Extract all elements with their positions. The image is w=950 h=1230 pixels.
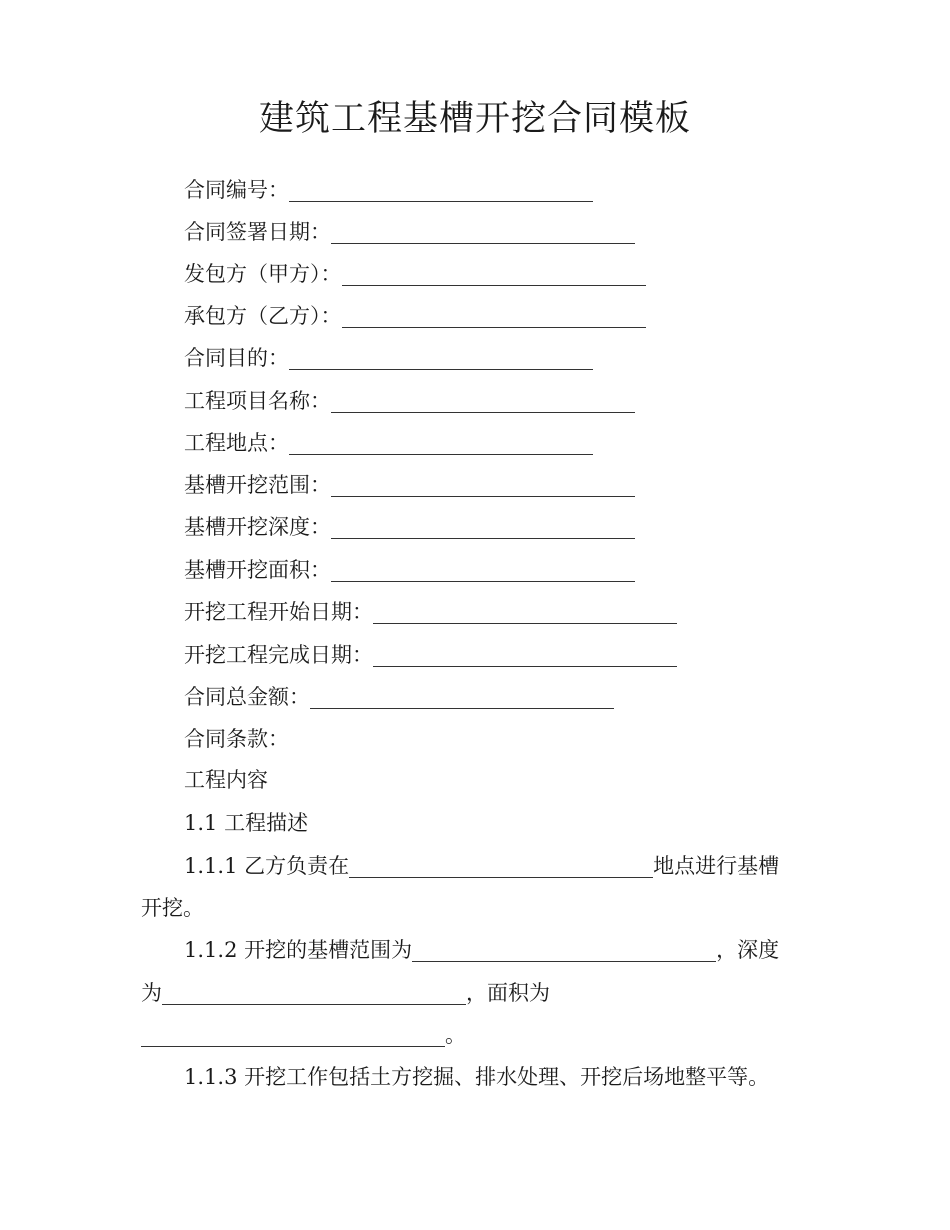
field-project-name: [184, 386, 635, 416]
clause-1-1-2: [184, 935, 779, 965]
fill-in-blank[interactable]: [331, 386, 635, 413]
fill-in-blank[interactable]: [162, 978, 466, 1005]
field-party-a: [184, 259, 646, 289]
fill-in-blank[interactable]: [349, 851, 653, 878]
field-label: 开挖工程开始日期：: [184, 600, 373, 624]
field-end-date: [184, 640, 677, 670]
document-title: 建筑工程基槽开挖合同模板: [258, 99, 691, 139]
clause-text: 1.1.1 乙方负责在: [184, 854, 350, 878]
field-label: 合同总金额：: [184, 685, 310, 709]
field-excavation-depth: [184, 512, 635, 542]
field-label: 承包方（乙方）：: [184, 304, 342, 328]
fill-in-blank[interactable]: [331, 512, 635, 539]
field-project-location: [184, 428, 593, 458]
field-sign-date: [184, 217, 635, 247]
clause-1-1-2-line3: [141, 1020, 466, 1050]
fill-in-blank[interactable]: [373, 640, 677, 667]
clause-text: ，深度: [716, 938, 780, 962]
fill-in-blank[interactable]: [331, 217, 635, 244]
field-label: 基槽开挖面积：: [184, 558, 331, 582]
section-heading: 工程内容: [184, 768, 268, 792]
field-excavation-area: [184, 555, 635, 585]
field-label: 合同编号：: [184, 178, 289, 202]
fill-in-blank[interactable]: [289, 428, 593, 455]
field-label: 基槽开挖深度：: [184, 515, 331, 539]
fill-in-blank[interactable]: [373, 597, 677, 624]
clause-text: 。: [445, 1023, 466, 1047]
field-excavation-range: [184, 470, 635, 500]
clause-text: 1.1.2 开挖的基槽范围为: [184, 938, 413, 962]
clause-1-1-1: [184, 851, 779, 881]
field-label: 基槽开挖范围：: [184, 473, 331, 497]
fill-in-blank[interactable]: [289, 175, 593, 202]
field-total-amount: [184, 682, 614, 712]
fill-in-blank[interactable]: [331, 470, 635, 497]
fill-in-blank[interactable]: [331, 555, 635, 582]
field-purpose: [184, 343, 593, 373]
clause-1-1-2-line2: [141, 978, 550, 1008]
fill-in-blank[interactable]: [310, 682, 614, 709]
field-label: 合同目的：: [184, 346, 289, 370]
terms-heading: 合同条款：: [184, 727, 289, 751]
field-start-date: [184, 597, 677, 627]
fill-in-blank[interactable]: [289, 343, 593, 370]
fill-in-blank[interactable]: [412, 935, 716, 962]
fill-in-blank[interactable]: [141, 1020, 445, 1047]
field-label: 发包方（甲方）：: [184, 262, 342, 286]
clause-1-1-3: 1.1.3 开挖工作包括土方挖掘、排水处理、开挖后场地整平等。: [184, 1065, 770, 1089]
fill-in-blank[interactable]: [342, 301, 646, 328]
field-party-b: [184, 301, 646, 331]
clause-text: ，面积为: [466, 981, 550, 1005]
field-contract-number: [184, 175, 593, 205]
field-label: 工程项目名称：: [184, 389, 331, 413]
clause-text: 为: [141, 981, 162, 1005]
field-label: 合同签署日期：: [184, 220, 331, 244]
subsection-heading: 1.1 工程描述: [184, 811, 309, 835]
field-label: 开挖工程完成日期：: [184, 643, 373, 667]
fill-in-blank[interactable]: [342, 259, 646, 286]
clause-1-1-1-continuation: 开挖。: [141, 896, 204, 920]
field-label: 工程地点：: [184, 431, 289, 455]
clause-text: 地点进行基槽: [653, 854, 780, 878]
